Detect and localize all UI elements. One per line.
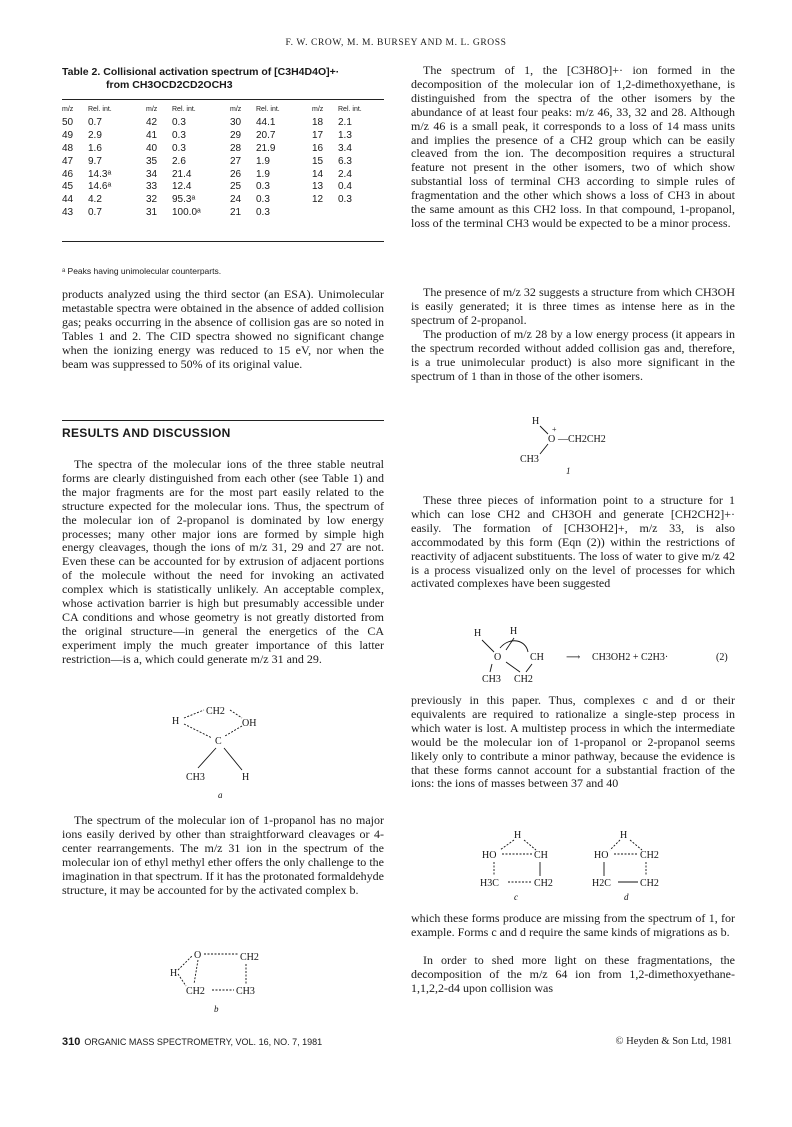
atom-label: CH2 <box>534 878 553 889</box>
table-cell: 28 <box>230 142 242 154</box>
table-cell: 40 <box>146 142 158 154</box>
copyright-notice: © Heyden & Son Ltd, 1981 <box>615 1036 732 1047</box>
table-cell: 16 <box>312 142 324 154</box>
table-body <box>62 116 384 219</box>
equation-number: (2) <box>716 652 728 663</box>
atom-label: CH2 <box>514 674 533 685</box>
table-cell: 1.3 <box>338 129 352 141</box>
which-paragraph: which these forms produce are missing from the spectrum of 1, for example. Forms c and d require the same kinds of migrations as b. <box>411 911 735 939</box>
table-cell: 48 <box>62 142 74 154</box>
table-cell: 9.7 <box>88 155 102 167</box>
table-cell: 41 <box>146 129 158 141</box>
atom-label: CH2 <box>186 986 205 997</box>
reaction-products: CH3OH2 + C2H3· <box>592 652 669 663</box>
structure-label: a <box>218 790 223 800</box>
atom-label: CH <box>534 850 548 861</box>
table-cell: 21.4 <box>172 168 192 180</box>
table-cell: 47 <box>62 155 74 167</box>
table-title-line2: from CH3OCD2CD2OCH3 <box>106 79 233 91</box>
table-cell: 12 <box>312 194 324 206</box>
atom-label: CH3 <box>482 674 501 685</box>
table-cell: 14 <box>312 168 324 180</box>
table-cell: 32 <box>146 194 158 206</box>
table-cell: 24 <box>230 194 242 206</box>
table-cell: 31 <box>146 207 158 219</box>
atom-label: OH <box>242 718 257 729</box>
table-cell: 0.3 <box>338 194 352 206</box>
table-cell: 4.2 <box>88 194 102 206</box>
table-row <box>62 116 384 129</box>
table-cell: 21 <box>230 207 242 219</box>
table-cell: 0.3 <box>256 207 270 219</box>
table-row <box>62 129 384 142</box>
running-head: F. W. CROW, M. M. BURSEY AND M. L. GROSS <box>285 38 507 48</box>
atom-label: H <box>510 626 518 637</box>
table-cell: 26 <box>230 168 242 180</box>
atom-label: H <box>620 830 628 841</box>
equation-2 <box>470 622 740 688</box>
table-cell: 15 <box>312 155 324 167</box>
table-cell: 1.9 <box>256 155 270 167</box>
atom-label: —CH2CH2 <box>558 434 606 445</box>
table-cell: 21.9 <box>256 142 276 154</box>
column-header: Rel. int. <box>256 105 280 113</box>
structure-c <box>478 826 598 902</box>
table-title-line1: Table 2. Collisional activation spectrum of [C3H4D4O]+· <box>62 66 340 78</box>
page-number: 310 <box>62 1036 81 1048</box>
table-row <box>62 142 384 155</box>
table-cell: 42 <box>146 116 158 128</box>
table-cell <box>338 206 384 219</box>
table-cell: 3.4 <box>338 142 352 154</box>
column-header: Rel. int. <box>338 105 362 113</box>
table-cell: 95.3ᵃ <box>172 194 196 206</box>
atom-label: CH <box>530 652 544 663</box>
table-row <box>62 206 384 219</box>
mz28-paragraph: The production of m/z 28 by a low energy process (it appears in the spectrum recorded without added collision gas and, therefore, is a true unimolecular product) is also more significant in the spectrum of 1 than in those of the other isomers. <box>411 327 735 383</box>
table-top-rule <box>62 99 384 100</box>
table-title <box>62 66 384 92</box>
column-header: Rel. int. <box>88 105 112 113</box>
table-cell: 0.3 <box>256 181 270 193</box>
table-cell: 0.7 <box>88 207 102 219</box>
table-cell: 1.6 <box>88 142 102 154</box>
atom-label: H <box>242 772 250 783</box>
table-cell: 0.3 <box>172 116 186 128</box>
atom-label: H <box>474 628 482 639</box>
table-header-row <box>62 102 384 116</box>
table-cell: 45 <box>62 181 74 193</box>
atom-label: O <box>494 652 502 663</box>
table-cell: 13 <box>312 181 324 193</box>
atom-label: CH3 <box>520 454 539 465</box>
atom-label: HO <box>482 850 497 861</box>
table-row <box>62 180 384 193</box>
table-2-block <box>62 66 384 256</box>
table-cell: 12.4 <box>172 181 192 193</box>
table-cell: 2.4 <box>338 168 352 180</box>
atom-label: CH2 <box>640 878 659 889</box>
structure-d <box>586 826 706 902</box>
table-cell: 20.7 <box>256 129 276 141</box>
section-heading: RESULTS AND DISCUSSION <box>62 426 231 440</box>
journal-name: ORGANIC MASS SPECTROMETRY, VOL. 16, NO. 7, 1981 <box>84 1037 323 1047</box>
atom-label: C <box>215 736 222 747</box>
atom-label: CH3 <box>186 772 205 783</box>
table-cell: 25 <box>230 181 242 193</box>
atom-label: CH2 <box>240 952 259 963</box>
table-bottom-rule <box>62 241 384 242</box>
table-cell: 17 <box>312 129 324 141</box>
table-row <box>62 168 384 181</box>
table-cell: 30 <box>230 116 242 128</box>
atom-label: CH2 <box>640 850 659 861</box>
structure-label: d <box>624 892 629 902</box>
structure-b <box>168 946 288 1018</box>
table-cell: 50 <box>62 116 74 128</box>
table-cell: 0.7 <box>88 116 102 128</box>
reaction-arrow: ⟶ <box>566 652 581 663</box>
three-pieces-paragraph: These three pieces of information point to a structure for 1 which can lose CH2 and CH3OH and generate [CH2CH2]+· easily. The formation of [CH3OH2]+, m/z 33, is also accommodated by this form (Eqn (2)) within the restrictions of reactivity of adjacent substituents. The loss of water to give m/z 42 is a process visualized only on the level of processes for which activated complexes have been suggested <box>411 493 735 591</box>
table-cell: 100.0ᵃ <box>172 207 201 219</box>
page-footer-left <box>62 1036 322 1048</box>
table-cell: 6.3 <box>338 155 352 167</box>
table-cell: 18 <box>312 116 324 128</box>
column-header: m/z <box>312 105 324 113</box>
table-cell: 0.4 <box>338 181 352 193</box>
table-cell: 44 <box>62 194 74 206</box>
column-header: m/z <box>230 105 242 113</box>
table-cell: 46 <box>62 168 74 180</box>
results-paragraph: The spectra of the molecular ions of the three stable neutral forms are clearly distinguished from each other (see Table 1) and the major fragments are for the most part easily related to the structure expected for the molecular ions. Thus, the spectrum of the molecular ion of 2-propanol is dominated by low energy processes; many other major ions are formed by simple high energy cleavages, though the ions of m/z 31, 29 and 27 are not. Even these can be accounted for by extrusion of adjacent portions of the molecule without the need for invoking an activated complex which is statistically unlikely. An acceptable complex, whose activation barrier is high but presumably accessible under CA conditions and whose geometry is not greatly distorted from the original structure—in general the energetics of the CA experiment imply the much greater importance of this latter restriction—is a, which could generate m/z 31 and 29. <box>62 457 384 666</box>
atom-label: H <box>170 968 178 979</box>
table-cell: 33 <box>146 181 158 193</box>
atom-label: O <box>194 950 202 961</box>
atom-label: H2C <box>592 878 611 889</box>
table-2 <box>62 102 384 219</box>
spectrum-1-paragraph: The spectrum of 1, the [C3H8O]+· ion formed in the decomposition of the molecular ion of 1,2-dimethoxyethane, is distinguished from the spectra of the other isomers by the abundance of at least four peaks: m/z 46, 33, 32 and 28. Although m/z 46 is a small peak, it corresponds to a loss of 14 mass units and implies the presence of a CH2 group which can be easily cleaved from the ion. The decomposition requires a structural feature not present in the other isomers, two of which show substantial loss of terminal CH3 according to simple rules of fragmentation and the other which shows a loss of CH3 in about the same amount as this CH2 loss. In that compound, 1-propanol, loss of the terminal CH3 would be expected to be a minor process. <box>411 63 735 230</box>
atom-label: O <box>548 434 556 445</box>
structure-label: c <box>514 892 518 902</box>
column-header: Rel. int. <box>172 105 196 113</box>
table-footnote: ᵃ Peaks having unimolecular counterparts. <box>62 266 222 276</box>
table-cell: 27 <box>230 155 242 167</box>
propanol-paragraph: The spectrum of the molecular ion of 1-propanol has no major ions easily derived by other than straightforward cleavages or 4-center rearrangements. The m/z 31 ion in the spectrum of the molecular ion of ethyl methyl ether offers the only challenge to the imagination in that spectrum. If it has the protonated formaldehyde structure, it may be accounted for by the activated complex b. <box>62 813 384 897</box>
structure-label: b <box>214 1004 219 1014</box>
table-cell: 0.3 <box>172 129 186 141</box>
structure-a <box>170 700 280 804</box>
in-order-paragraph: In order to shed more light on these fragmentations, the decomposition of the m/z 64 ion from 1,2-dimethoxyethane-1,1,2,2-d4 upon collision was <box>411 953 735 995</box>
atom-label: CH3 <box>236 986 255 997</box>
atom-label: H <box>172 716 180 727</box>
table-cell: 1.9 <box>256 168 270 180</box>
structure-label: 1 <box>566 466 571 476</box>
table-cell: 49 <box>62 129 74 141</box>
table-cell: 0.3 <box>172 142 186 154</box>
table-cell: 29 <box>230 129 242 141</box>
table-cell: 2.6 <box>172 155 186 167</box>
table-cell: 14.3ᵃ <box>88 168 112 180</box>
atom-label: HO <box>594 850 609 861</box>
table-row <box>62 193 384 206</box>
table-cell: 0.3 <box>256 194 270 206</box>
previously-paragraph: previously in this paper. Thus, complexes c and d or their equivalents are required to rationalize a single-step process in which water is lost. A multistep process in which the intermediate would be the molecular ion of 1-propanol or 2-propanol seems likely only to contribute a minor pathway, because the evidence is that these forms cannot account for a substantial fraction of the ions: the ions of masses between 37 and 40 <box>411 693 735 791</box>
atom-label: CH2 <box>206 706 225 717</box>
table-cell <box>312 206 338 219</box>
table-cell: 44.1 <box>256 116 276 128</box>
table-cell: 2.9 <box>88 129 102 141</box>
structure-1 <box>518 412 638 478</box>
intro-paragraph: products analyzed using the third sector (an ESA). Unimolecular metastable spectra were obtained in the absence of added collision gas; peaks occurring in the absence of collision gas are so noted in Tables 1 and 2. The CID spectra showed no significant change when the ionizing energy was reduced to 15 eV, nor when the beam was suppressed to 50% of its original value. <box>62 287 384 371</box>
atom-label: H <box>532 416 540 427</box>
column-header: m/z <box>146 105 158 113</box>
section-rule <box>62 420 384 421</box>
column-header: m/z <box>62 105 74 113</box>
table-row <box>62 155 384 168</box>
table-cell: 14.6ᵃ <box>88 181 112 193</box>
table-cell: 34 <box>146 168 158 180</box>
charge-symbol: + <box>552 425 557 434</box>
table-cell: 2.1 <box>338 116 352 128</box>
atom-label: H3C <box>480 878 499 889</box>
table-cell: 43 <box>62 207 74 219</box>
atom-label: H <box>514 830 522 841</box>
table-cell: 35 <box>146 155 158 167</box>
mz32-paragraph: The presence of m/z 32 suggests a structure from which CH3OH is easily generated; it is three times as intense here as in the spectrum of 2-propanol. <box>411 285 735 327</box>
